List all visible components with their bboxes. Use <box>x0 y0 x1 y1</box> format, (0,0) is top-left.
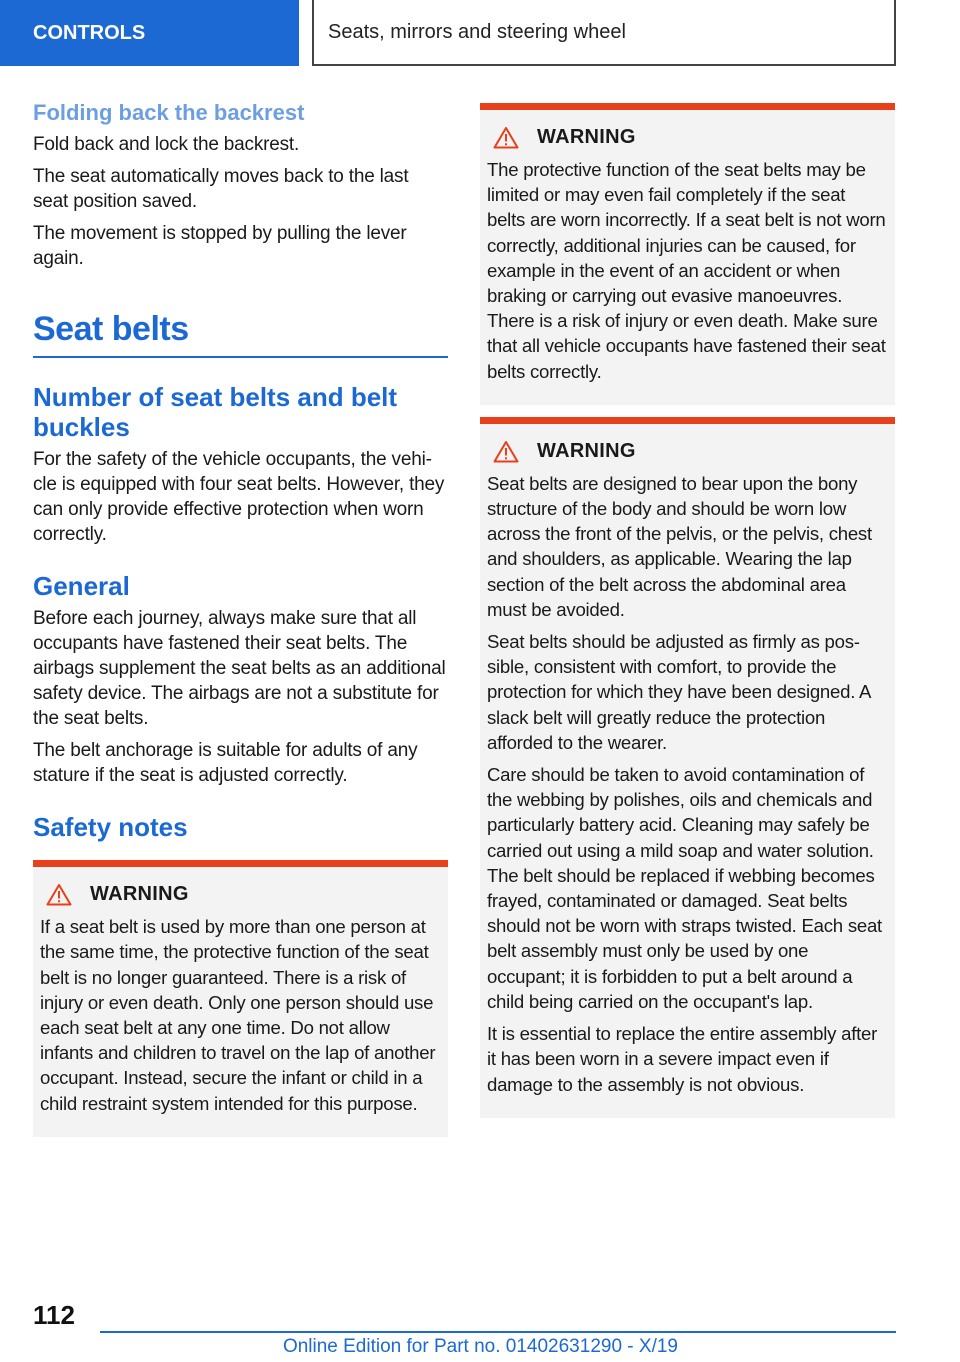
folding-para-3: The movement is stopped by pulling the lever again. <box>33 223 407 270</box>
warning-triangle-icon <box>493 126 519 149</box>
warning-label: WARNING <box>537 439 636 462</box>
warning-para-2: Seat belts should be adjusted as firmly as possible, consistent with comfort, to provide the protection for which they have been designed. A slack belt will greatly reduce the protection afforded to the wearer. <box>487 631 871 753</box>
folding-para-2: The seat automatically moves back to the last seat position saved. <box>33 166 409 213</box>
page-number: 112 <box>33 1300 75 1330</box>
general-heading: General <box>33 570 130 601</box>
number-para: For the safety of the vehicle occupants, the vehicle is equipped with four seat belts. However, they can only provide effective protection when worn correctly. <box>33 448 445 545</box>
warning-para-3: Care should be taken to avoid contamination of the webbing by polishes, oils and chemicals and particularly battery acid. Cleaning may safely be carried out using a mild soap and water solution. The belt should be replaced if webbing becomes frayed, contaminated or damaged. Seat belts should not be worn with straps twisted. Each seat belt assembly must only be used by one occupant; it is forbidden to put a belt around a child being carried on the occupant's lap. <box>487 764 882 1012</box>
edition-note: Online Edition for Part no. 01402631290 - X/19 <box>282 1336 678 1357</box>
warning-para-4: It is essential to replace the entire assembly after it has been worn in a severe impact even if damage to the assembly is not obvious. <box>487 1023 878 1095</box>
folding-heading: Folding back the backrest <box>33 100 305 125</box>
section-tab: CONTROLS <box>0 0 299 66</box>
warning-header <box>487 440 887 463</box>
general-para-2: The belt anchorage is suitable for adults of any stature if the seat is adjusted correctly. <box>33 739 418 786</box>
warning-box <box>33 860 448 1137</box>
general-para-1: Before each journey, always make sure that all occupants have fastened their seat belts. The airbags supplement the seat belts as an additional safety device. The airbags are not a substitute for the seat belts. <box>33 607 446 729</box>
warning-text: If a seat belt is used by more than one person at the same time, the protective function of the seat belt is no longer guaranteed. There is a risk of injury or even death. Only one person should use each seat belt at any one time. Do not allow infants and children to travel on the lap of another occupant. Instead, secure the infant or child in a child restraint system intended for this purpose. <box>40 916 436 1114</box>
warning-box <box>480 103 895 405</box>
warning-text: The protective function of the seat belts may be limited or may even fail completely if the seat belts are worn incorrectly. If a seat belt is not worn correctly, additional injuries can be caused, for example in the event of an accident or when braking or carrying out evasive manoeuvres. There is a risk of injury or even death. Make sure that all vehicle occupants have fastened their seat belts correctly. <box>487 159 886 382</box>
safety-heading: Safety notes <box>33 811 188 842</box>
right-column <box>480 85 895 1118</box>
warning-header <box>40 883 440 906</box>
warning-para-1: Seat belts are designed to bear upon the bony structure of the body and should be worn low across the front of the pelvis, or the pelvis, chest and shoulders, as applicable. Wearing the lap section of the belt across the abdominal area must be avoided. <box>487 472 872 620</box>
number-heading: Number of seat belts and belt buckles <box>33 381 398 443</box>
warning-box <box>480 417 895 1118</box>
warning-label: WARNING <box>537 126 636 148</box>
folding-para-1: Fold back and lock the backrest. <box>33 134 300 156</box>
seat-belts-title: Seat belts <box>33 307 448 357</box>
warning-header <box>487 126 887 149</box>
warning-triangle-icon <box>46 883 72 906</box>
left-column <box>33 100 448 1137</box>
footer-divider <box>100 1331 896 1333</box>
chapter-title: Seats, mirrors and steering wheel <box>312 0 896 66</box>
warning-label: WARNING <box>90 883 189 906</box>
warning-triangle-icon <box>493 440 519 463</box>
